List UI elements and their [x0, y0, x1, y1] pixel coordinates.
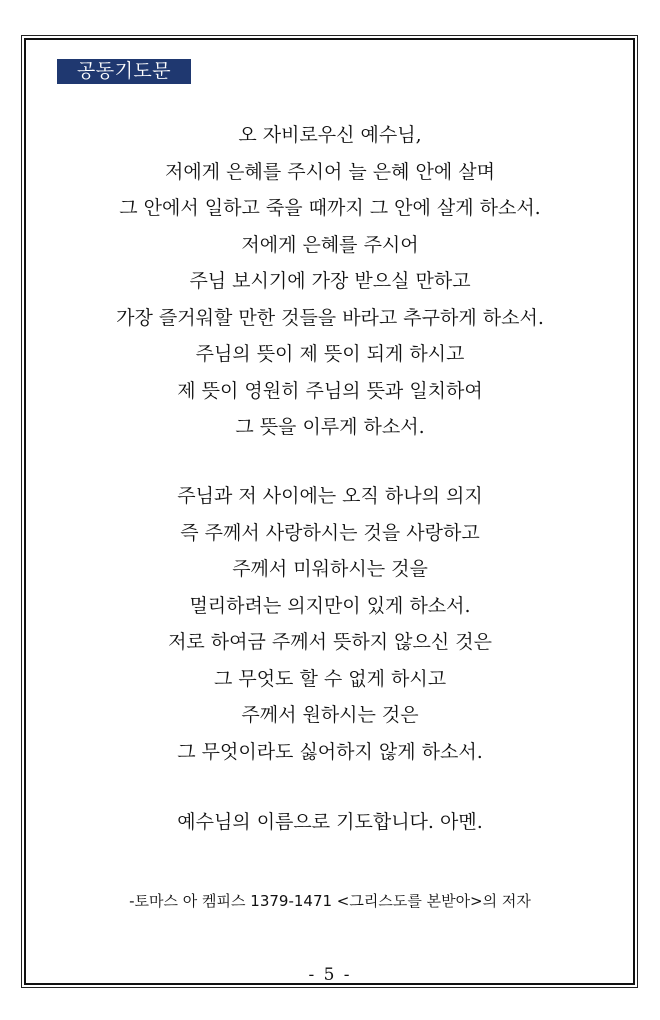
- prayer-line: 오 자비로우신 예수님,: [238, 124, 422, 146]
- prayer-line: 즉 주께서 사랑하시는 것을 사랑하고: [180, 521, 480, 544]
- prayer-stanza-1: [40, 117, 620, 446]
- prayer-line: 제 뜻이 영원히 주님의 뜻과 일치하여: [177, 379, 483, 402]
- prayer-closing: [40, 804, 620, 841]
- prayer-line: 주님과 저 사이에는 오직 하나의 의지: [177, 485, 483, 507]
- prayer-line: 주님 보시기에 가장 받으실 만하고: [189, 270, 471, 292]
- prayer-line: 주님의 뜻이 제 뜻이 되게 하시고: [195, 343, 465, 365]
- prayer-line: 그 무엇도 할 수 없게 하시고: [213, 667, 447, 690]
- page-number: - 5 -: [308, 965, 352, 985]
- prayer-line: 저에게 은혜를 주시어: [241, 233, 419, 256]
- prayer-line: 멀리하려는 의지만이 있게 하소서.: [189, 594, 471, 617]
- prayer-line: 그 안에서 일하고 죽을 때까지 그 안에 살게 하소서.: [119, 197, 541, 219]
- prayer-line: 저로 하여금 주께서 뜻하지 않으신 것은: [168, 631, 492, 653]
- prayer-line: 그 뜻을 이루게 하소서.: [235, 416, 425, 438]
- prayer-line: 주께서 미워하시는 것을: [232, 558, 428, 580]
- attribution: -토마스 아 켐피스 1379-1471 <그리스도를 본받아>의 저자: [129, 892, 531, 910]
- closing-line: 예수님의 이름으로 기도합니다. 아멘.: [177, 811, 483, 833]
- title-badge: 공동기도문: [57, 59, 191, 84]
- prayer-line: 주께서 원하시는 것은: [241, 704, 419, 726]
- prayer-line: 그 무엇이라도 싫어하지 않게 하소서.: [177, 740, 483, 763]
- prayer-line: 저에게 은혜를 주시어 늘 은혜 안에 살며: [165, 160, 495, 183]
- prayer-line: 가장 즐거워할 만한 것들을 바라고 추구하게 하소서.: [116, 306, 544, 329]
- prayer-stanza-2: [40, 478, 620, 770]
